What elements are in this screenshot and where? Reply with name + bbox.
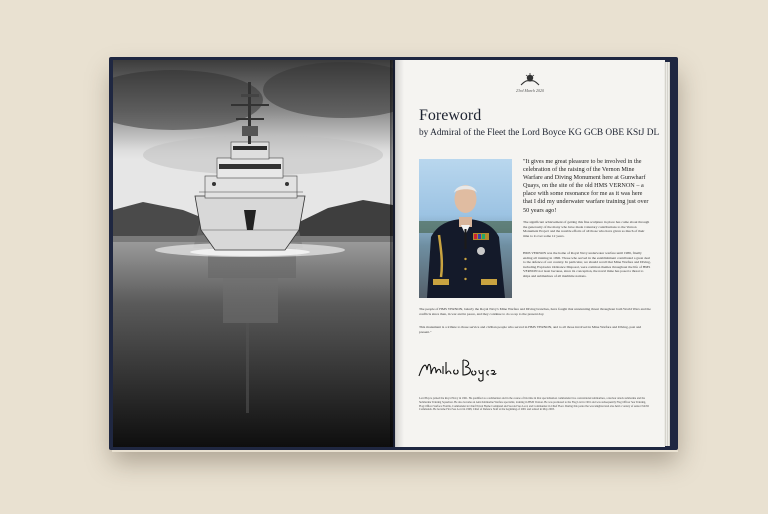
- page-edges: [664, 62, 670, 446]
- admiral-portrait: [419, 159, 512, 298]
- ship-photograph: [113, 60, 393, 447]
- foreword-paragraph-3: The people of HMS VERNON, latterly the Royal Navy's Mine Warfare and Diving branches, have fought that unrelenting threat throughout both World Wars and the conflicts since then, in war and in peace, and they continue to do so up to the present day.: [419, 307, 651, 316]
- mine-emblem-icon: [519, 72, 541, 86]
- foreword-date: 23rd March 2020: [516, 88, 544, 93]
- foreword-page: [395, 60, 665, 447]
- foreword-quote: "It gives me great pleasure to be involved in the celebration of the raising of the Vernon Mine Warfare and Diving Monument here at Gunwharf Quays, on the site of the old HMS VERNON – a place with some resonance for me as it was here that I did my underwater warfare training just over 50 years ago!: [523, 158, 649, 214]
- foreword-paragraph-2: HMS VERNON was the home of Royal Navy underwater warfare until 1986, finally ending all training in 1996. Those who served in the establishment contributed a great deal to the defence of our country. In particular, we should recall that Mine Warfare and Diving, including Explosive Ordnance Disposal, were common themes throughout the life of HMS VERNON not least because, since its conception, the naval mine has posed a threat to ships and submarines of all maritime nations.: [523, 251, 651, 278]
- minehunter-photo: [113, 60, 393, 447]
- page-subtitle: by Admiral of the Fleet the Lord Boyce KG GCB OBE KStJ DL: [419, 128, 660, 138]
- page-title: Foreword: [419, 107, 482, 124]
- foreword-paragraph-1: The significant achievement of getting this fine sculpture in place has come about through the generosity of the many who have made voluntary contributions to the Vernon Monument Project and the notable efforts of all those who have given so much of their time to it over some 12 years.: [523, 220, 650, 238]
- signature-image: [417, 356, 497, 382]
- author-biography: Lord Boyce joined the Royal Navy in 1961. He qualified as a submariner and in the course of his time in that specialisation commanded two conventional submarines, a nuclear attack submarine and the Submarine Training Squadron. He also became an Anti-Submarine Warfare specialist, training in HMS Vernon. He was promoted to the Flag List in 1991 and was subsequently Flag Officer Sea Training, Flag Officer Surface Flotilla, Commander in Chief Naval Home Command and Second Sea Lord, and Commander in Chief Fleet. During this period he was knighted and also held a variety of senior NATO Commands. He became First Sea Lord in 1998, Chief of Defence Staff at the beginning of 2001 and retired in May 2003.: [419, 397, 649, 412]
- foreword-paragraph-4: This monument is a tribute to those service and civilian people who served in HMS VERNON, and to all those involved in Mine Warfare and Diving, past and present.": [419, 325, 642, 334]
